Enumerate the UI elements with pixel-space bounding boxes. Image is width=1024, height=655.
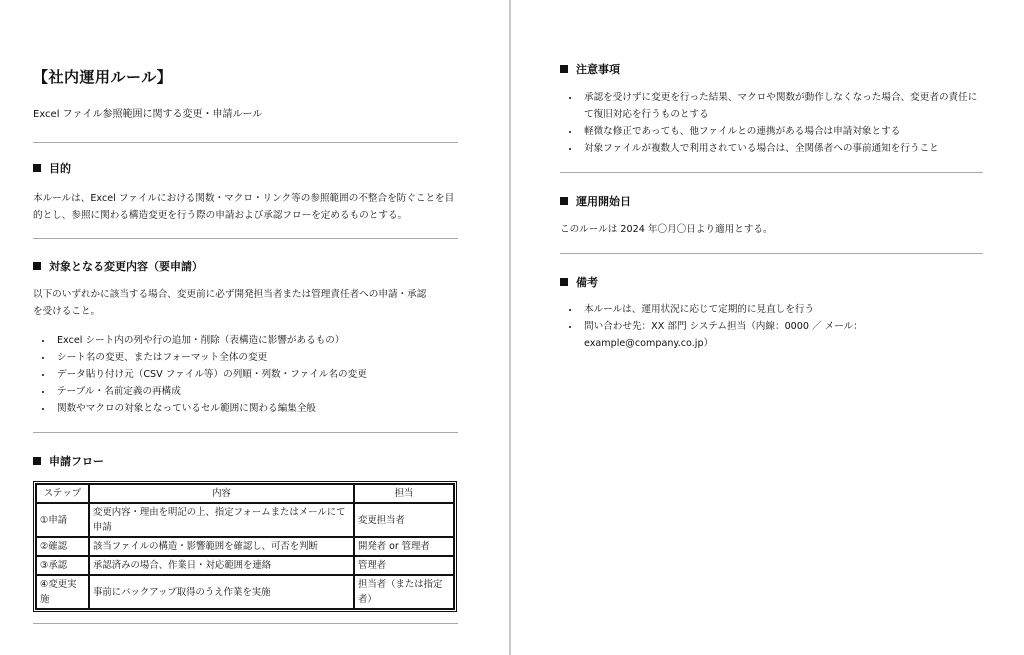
divider [560,253,983,254]
paragraph-line: 以下のいずれかに該当する場合、変更前に必ず開発担当者または管理責任者への申請・承認 [33,289,427,300]
section-heading-targets [33,258,458,274]
paragraph-line: 本ルールは、Excel ファイルにおける関数・マクロ・リンク等の参照範囲の不整合を防ぐことを目 [33,193,455,204]
list-item: • 対象ファイルが複数人で利用されている場合は、全関係者への事前通知を行うこと [580,140,983,157]
content-cell: 該当ファイルの構造・影響範囲を確認し、可否を判断 [89,537,354,556]
owner-cell: 開発者 or 管理者 [354,537,454,556]
divider [33,623,458,624]
remarks-list [560,301,983,352]
section-heading-text: 目的 [49,162,71,175]
list-item: • 軽微な修正であっても、他ファイルとの連携がある場合は申請対象とする [580,123,983,140]
list-item: • 関数やマクロの対象となっているセル範囲に関わる編集全般 [53,400,458,417]
list-item: • 問い合わせ先：XX 部門 システム担当（内線：0000 ／ メール：example@company.co.jp） [580,318,983,352]
left-page [0,0,509,655]
table-row [36,556,454,575]
step-cell: ②確認 [36,537,89,556]
square-bullet-icon [560,278,568,286]
square-bullet-icon [33,164,41,172]
owner-cell: 変更担当者 [354,503,454,537]
square-bullet-icon [33,457,41,465]
list-item: • テーブル・名前定義の再構成 [53,383,458,400]
document-title: 【社内運用ルール】 [33,68,173,86]
content-cell: 承認済みの場合、作業日・対応範囲を連絡 [89,556,354,575]
section-heading-text: 注意事項 [576,63,620,76]
flow-table [33,481,457,612]
section-heading-text: 対象となる変更内容（要申請） [49,260,203,273]
list-item: • Excel シート内の列や行の追加・削除（表構造に影響があるもの） [53,332,458,349]
table-header-row [36,484,454,503]
section-heading-text: 運用開始日 [576,195,631,208]
list-item: • 承認を受けずに変更を行った結果、マクロや関数が動作しなくなった場合、変更者の責任にて復旧対応を行うものとする [580,89,983,123]
section-heading-purpose [33,160,458,176]
column-header-content: 内容 [89,484,354,503]
section-heading-remarks [560,274,983,290]
divider [33,238,458,239]
paragraph-line: 的とし、参照に関わる構造変更を行う際の申請および承認フローを定めるものとする。 [33,210,408,221]
step-cell: ④変更実施 [36,575,89,609]
section-heading-flow [33,453,458,469]
document-subtitle: Excel ファイル参照範囲に関する変更・申請ルール [33,109,263,120]
content-cell: 事前にバックアップ取得のうえ作業を実施 [89,575,354,609]
owner-cell: 担当者（または指定者） [354,575,454,609]
start-date-body: このルールは 2024 年〇月〇日より適用とする。 [560,224,773,235]
step-cell: ③承認 [36,556,89,575]
section-heading-text: 備考 [576,276,598,289]
section-heading-notes [560,61,983,77]
step-cell: ①申請 [36,503,89,537]
column-header-step: ステップ [36,484,89,503]
notes-list [560,89,983,157]
square-bullet-icon [560,65,568,73]
list-item: • 本ルールは、運用状況に応じて定期的に見直しを行う [580,301,983,318]
targets-list [33,332,458,417]
divider [560,172,983,173]
list-item: • データ貼り付け元（CSV ファイル等）の列順・列数・ファイル名の変更 [53,366,458,383]
column-header-owner: 担当 [354,484,454,503]
right-page [511,0,1024,655]
divider [33,432,458,433]
targets-intro [33,286,458,320]
square-bullet-icon [560,197,568,205]
section-heading-text: 申請フロー [49,455,104,468]
divider [33,142,458,143]
table-row [36,537,454,556]
owner-cell: 管理者 [354,556,454,575]
table-row [36,575,454,609]
list-item: • シート名の変更、またはフォーマット全体の変更 [53,349,458,366]
paragraph-line: を受けること。 [33,306,101,317]
purpose-body [33,190,458,224]
content-cell: 変更内容・理由を明記の上、指定フォームまたはメールにて申請 [89,503,354,537]
square-bullet-icon [33,262,41,270]
table-row [36,503,454,537]
section-heading-start-date [560,193,983,209]
